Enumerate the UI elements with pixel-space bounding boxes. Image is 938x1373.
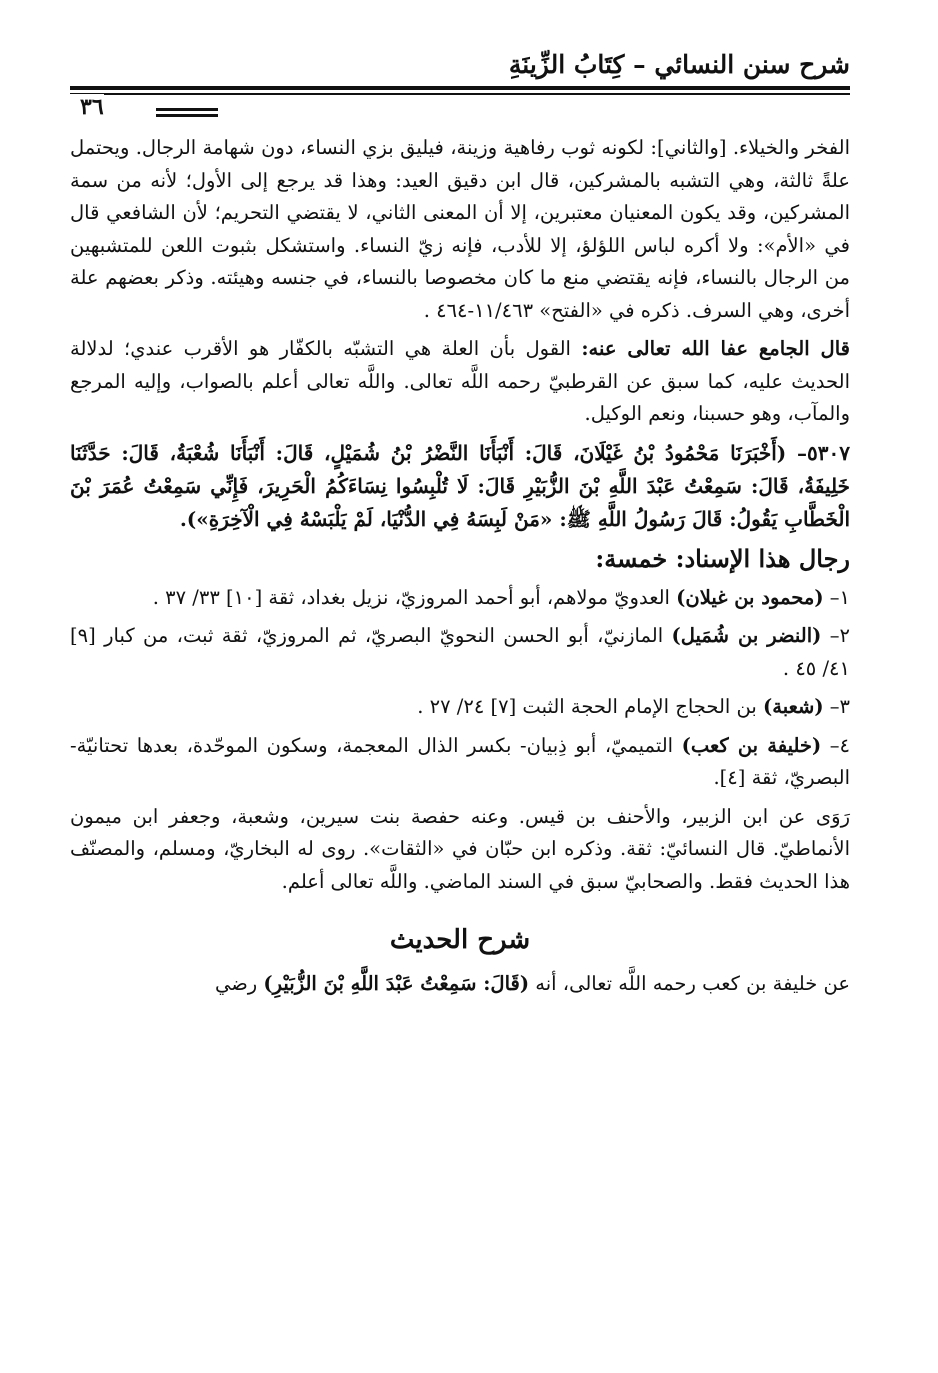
page-number: ٣٦ [70, 94, 104, 120]
narrator-entry [70, 691, 850, 724]
page-body [70, 132, 850, 1001]
narrator-entry [70, 730, 850, 795]
paragraph [70, 132, 850, 327]
sharh-text-end: رضي [214, 972, 264, 995]
sharh-heading: شرح الحديث [389, 925, 531, 955]
narrators-heading: رجال هذا الإسناد: خمسة: [595, 543, 850, 573]
narrator-number: ١– [829, 585, 850, 609]
paragraph-text: القول بأن العلة هي التشبّه بالكفّار هو الأقرب عندي؛ لدلالة الحديث عليه، كما سبق عن القرطبيّ رحمه اللَّه تعالى. واللَّه تعالى أعلم بالصواب، وإليه المرجع والمآب، وهو حسبنا، ونعم الوكيل. [70, 337, 850, 425]
header-rule-thick [70, 86, 850, 90]
paragraph-lead: قال الجامع عفا الله تعالى عنه: [581, 337, 850, 360]
narrator-entry [70, 620, 850, 685]
book-page [70, 40, 850, 1340]
sharh-text: عن خليفة بن كعب رحمه اللَّه تعالى، أنه [529, 972, 850, 995]
page-number-rule [156, 108, 218, 111]
paragraph-text: الفخر والخيلاء. [والثاني]: لكونه ثوب رفاهية وزينة، فيليق بزي النساء، دون شهامة الرجال. ويحتمل علةً ثالثة، وهي التشبه بالمشركين، قال ابن دقيق العيد: وهذا قد يرجع إلى الأول؛ لأنه من سمة المشركين، وقد يكون المعنيان معتبرين، إلا أن المعنى الثاني، لا يقتضي التحريم؛ لأن الشافعي قال في «الأم»: ولا أكره لباس اللؤلؤ، إلا للأدب، فإنه زيّ النساء. واستشكل بثبوت اللعن للمتشبهين من الرجال بالنساء، فإنه يقتضي منع ما كان مخصوصا بالنساء، في جنسه وهيئته. وذكر بعضهم علة أخرى، وهي السرف. ذكره في «الفتح» ١١/٤٦٣-٤٦٤ . [70, 136, 850, 322]
narrator-description: العدويّ مولاهم، أبو أحمد المروزيّ، نزيل بغداد، ثقة [١٠] ٣٣/ ٣٧ . [152, 585, 677, 609]
narrator-number: ٤– [829, 733, 850, 757]
page-header [70, 40, 850, 94]
paragraph [70, 333, 850, 431]
page-number-row [70, 94, 850, 128]
narrator-number: ٣– [829, 695, 850, 718]
page-number-rule [156, 114, 218, 117]
narrator-name: (محمود بن غيلان) [676, 585, 824, 609]
narrator-name: (شعبة) [763, 695, 824, 718]
narrator-entry [70, 582, 850, 615]
narrator-number: ٢– [829, 624, 851, 647]
narrator-description: بن الحجاج الإمام الحجة الثبت [٧] ٢٤/ ٢٧ . [417, 695, 764, 718]
narrator-description: المازنيّ، أبو الحسن النحويّ البصريّ، ثم المروزيّ، ثقة ثبت، من كبار [٩] ٤١/ ٤٥ . [70, 624, 850, 680]
sharh-quote: (قَالَ: سَمِعْتُ عَبْدَ اللَّهِ بْنَ الزُّبَيْرِ) [263, 972, 530, 995]
narrator-description: التميميّ، أبو ذِبيان- بكسر الذال المعجمة، وسكون الموحّدة، بعدها تحتانيّة- البصريّ، ثقة [٤]. [70, 733, 850, 789]
narrator-name: (خليفة بن كعب) [681, 733, 822, 757]
hadith-text: ٥٣٠٧– (أَخْبَرَنَا مَحْمُودُ بْنُ غَيْلَانَ، قَالَ: أَنْبَأَنَا النَّضْرُ بْنُ شُمَيْلٍ، قَالَ: أَنْبَأَنَا شُعْبَةُ، قَالَ: حَدَّثَنَا خَلِيفَةُ، قَالَ: سَمِعْتُ عَبْدَ اللَّهِ بْنَ الزُّبَيْرِ قَالَ: لَا تُلْبِسُوا نِسَاءَكُمُ الْحَرِيرَ، فَإِنِّي سَمِعْتُ عُمَرَ بْنَ الْخَطَّابِ يَقُولُ: قَالَ رَسُولُ اللَّهِ ﷺ: «مَنْ لَبِسَهُ فِي الدُّنْيَا، لَمْ يَلْبَسْهُ فِي الْآخِرَةِ»). [70, 440, 850, 531]
running-title: شرح سنن النسائي – كِتَابُ الزِّينَةِ [508, 50, 850, 79]
sharh-paragraph [70, 968, 850, 1001]
narrator-name: (النضر بن شُمَيل) [671, 624, 822, 647]
narrator-note: رَوَى عن ابن الزبير، والأحنف بن قيس. وعنه حفصة بنت سيرين، وشعبة، وجعفر ابن ميمون الأنماطيّ. قال النسائيّ: ثقة. وذكره ابن حبّان في «الثقات». روى له البخاريّ، ومسلم، والمصنّف هذا الحديث فقط. والصحابيّ سبق في السند الماضي. واللَّه تعالى أعلم. [70, 804, 850, 893]
